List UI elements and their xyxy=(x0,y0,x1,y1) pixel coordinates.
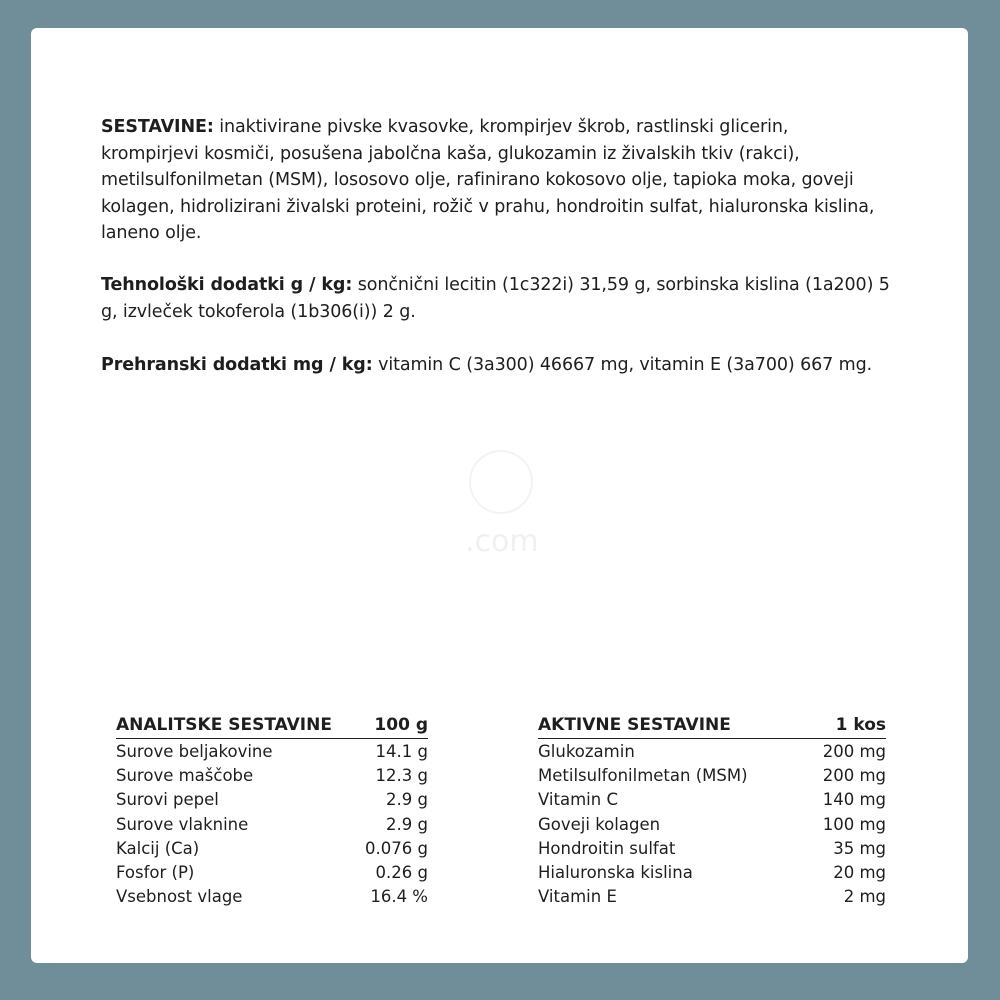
row-name: Surove beljakovine xyxy=(116,741,273,761)
table-row xyxy=(116,836,428,860)
active-header: AKTIVNE SESTAVINE xyxy=(538,713,805,739)
table-header-row xyxy=(538,713,886,739)
technological-additives-text: sončnični lecitin (1c322i) 31,59 g, sorbinska kislina (1a200) 5 g, izvleček tokoferola (1b306(i)) 2 g. xyxy=(101,275,890,322)
row-name: Vsebnost vlage xyxy=(116,887,243,907)
ingredients-label: SESTAVINE: xyxy=(101,117,214,137)
active-ingredients-table xyxy=(538,713,886,909)
row-name: Metilsulfonilmetan (MSM) xyxy=(538,765,748,785)
row-value: 16.4 % xyxy=(370,887,428,907)
analytical-unit-header: 100 g xyxy=(358,713,428,739)
row-name: Goveji kolagen xyxy=(538,814,661,834)
row-name: Surove maščobe xyxy=(116,765,254,785)
technological-additives-label: Tehnološki dodatki g / kg: xyxy=(101,275,353,295)
row-value: 2 mg xyxy=(843,887,886,907)
nutritional-additives-text: vitamin C (3a300) 46667 mg, vitamin E (3a700) 667 mg. xyxy=(372,355,873,375)
active-unit-header: 1 kos xyxy=(805,713,886,739)
table-row xyxy=(116,739,428,764)
table-row xyxy=(538,836,886,860)
nutritional-additives-paragraph xyxy=(101,352,891,379)
row-value: 0.26 g xyxy=(375,863,428,883)
row-value: 35 mg xyxy=(833,838,886,858)
row-name: Surovi pepel xyxy=(116,790,219,810)
label-card xyxy=(31,28,968,963)
table-row xyxy=(538,788,886,812)
row-value: 200 mg xyxy=(822,765,886,785)
row-value: 2.9 g xyxy=(386,790,428,810)
row-value: 12.3 g xyxy=(375,765,428,785)
analytical-header: ANALITSKE SESTAVINE xyxy=(116,713,358,739)
row-value: 14.1 g xyxy=(375,741,428,761)
table-header-row xyxy=(116,713,428,739)
table-row xyxy=(116,788,428,812)
table-row xyxy=(538,885,886,909)
table-row xyxy=(538,739,886,764)
analytical-constituents-table xyxy=(116,713,428,909)
row-value: 2.9 g xyxy=(386,814,428,834)
ingredients-text: inaktivirane pivske kvasovke, krompirjev škrob, rastlinski glicerin, krompirjevi kosmiči, posušena jabolčna kaša, glukozamin iz živalskih tkiv (rakci), metilsulfonilmetan (MSM), lososovo olje, rafinirano kokosovo olje, tapioka moka, goveji kolagen, hidrolizirani živalski proteini, rožič v prahu, hondroitin sulfat, hialuronska kislina, laneno olje. xyxy=(101,117,875,243)
watermark-logo-icon xyxy=(469,450,533,514)
table-row xyxy=(538,812,886,836)
row-name: Hialuronska kislina xyxy=(538,863,693,883)
row-value: 20 mg xyxy=(833,863,886,883)
row-value: 100 mg xyxy=(822,814,886,834)
table-row xyxy=(116,812,428,836)
table-row xyxy=(116,885,428,909)
row-name: Vitamin E xyxy=(538,887,617,907)
nutritional-additives-label: Prehranski dodatki mg / kg: xyxy=(101,355,373,375)
table-row xyxy=(116,860,428,884)
watermark xyxy=(465,450,545,580)
row-name: Surove vlaknine xyxy=(116,814,249,834)
row-value: 200 mg xyxy=(822,741,886,761)
ingredients-paragraph xyxy=(101,114,891,247)
row-name: Fosfor (P) xyxy=(116,863,195,883)
row-value: 0.076 g xyxy=(365,838,428,858)
row-name: Glukozamin xyxy=(538,741,635,761)
row-value: 140 mg xyxy=(822,790,886,810)
table-row xyxy=(538,860,886,884)
technological-additives-paragraph xyxy=(101,272,891,325)
table-row xyxy=(538,763,886,787)
row-name: Hondroitin sulfat xyxy=(538,838,676,858)
row-name: Kalcij (Ca) xyxy=(116,838,200,858)
watermark-text: .com xyxy=(465,524,539,559)
row-name: Vitamin C xyxy=(538,790,618,810)
table-row xyxy=(116,763,428,787)
